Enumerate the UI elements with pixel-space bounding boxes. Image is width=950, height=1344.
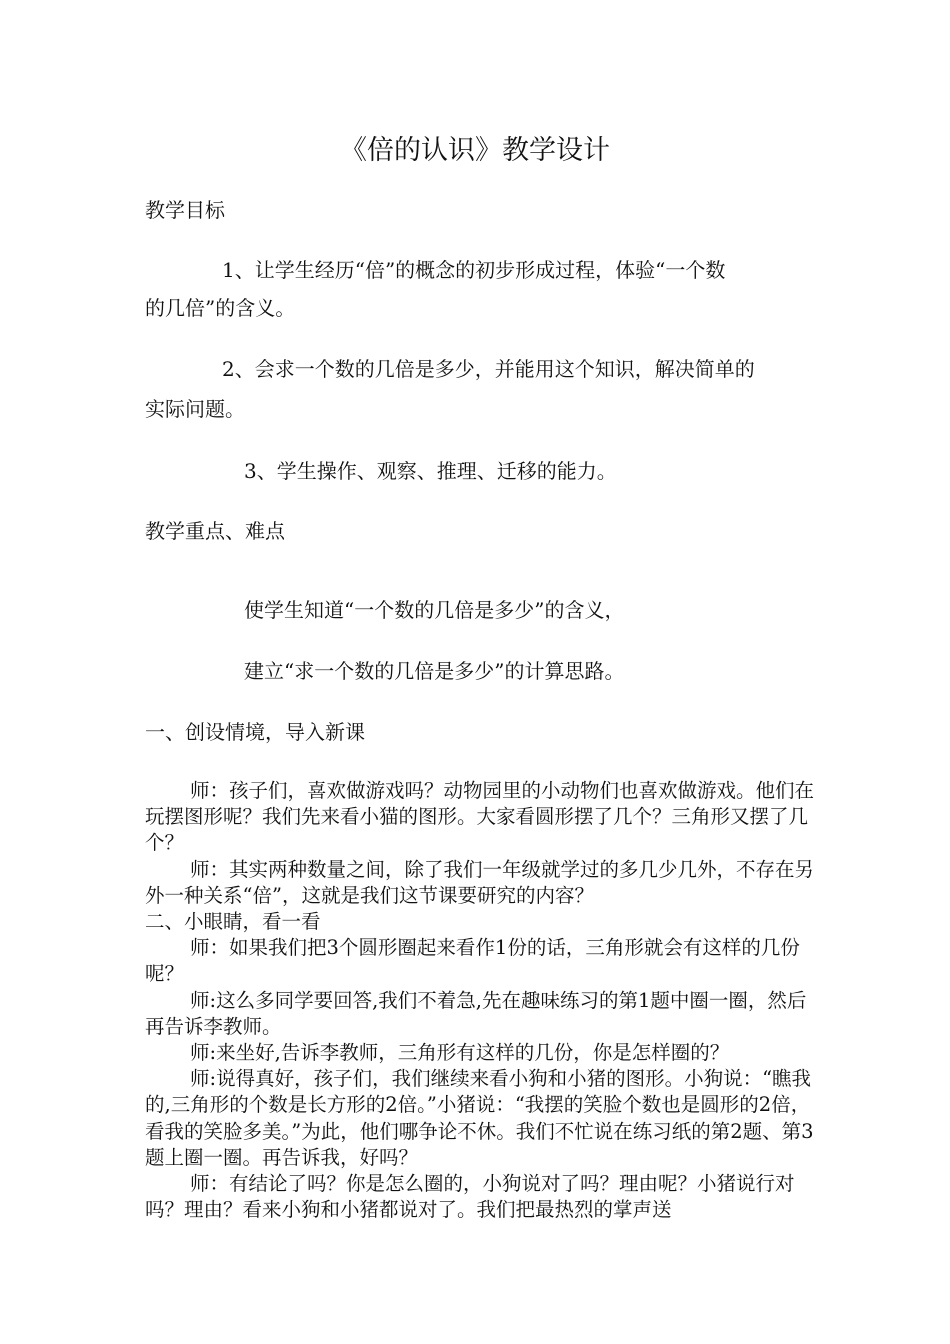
paragraph: 师:这么多同学要回答,我们不着急,先在趣味练习的第1题中圈一圈，然后再告诉李教师。 [145, 988, 807, 1038]
paragraph: 师：孩子们，喜欢做游戏吗？动物园里的小动物们也喜欢做游戏。他们在玩摆图形呢？我们先来看小猫的图形。大家看圆形摆了几个？三角形又摆了几个？ [145, 779, 815, 855]
paragraph: 师：如果我们把3个圆形圈起来看作1份的话，三角形就会有这样的几份呢？ [145, 936, 800, 986]
goals-heading: 教学目标 [145, 198, 225, 222]
document-title: 《倍的认识》教学设计 [340, 135, 610, 166]
focus-item-1: 使学生知道“一个数的几倍是多少”的含义， [244, 598, 625, 622]
goal-1-line-1: 1、让学生经历“倍”的概念的初步形成过程，体验“一个数 [222, 258, 726, 282]
lesson-body [145, 778, 817, 1223]
goal-2-line-1: 2、会求一个数的几倍是多少，并能用这个知识，解决简单的 [222, 357, 755, 381]
goal-3: 3、学生操作、观察、推理、迁移的能力。 [244, 459, 617, 483]
paragraph: 师：其实两种数量之间，除了我们一年级就学过的多几少几外，不存在另外一种关系“倍”，这就是我们这节课要研究的内容？ [145, 857, 815, 907]
paragraph: 师：有结论了吗？你是怎么圈的，小狗说对了吗？理由呢？小猪说行对吗？理由？看来小狗和小猪都说对了。我们把最热烈的掌声送 [145, 1172, 795, 1222]
section-1-heading: 一、创设情境，导入新课 [145, 720, 365, 744]
focus-heading: 教学重点、难点 [145, 519, 285, 543]
focus-item-2: 建立“求一个数的几倍是多少”的计算思路。 [244, 659, 625, 683]
goal-2-line-2: 实际问题。 [145, 397, 245, 421]
paragraph: 师:来坐好,告诉李教师，三角形有这样的几份，你是怎样圈的？ [190, 1041, 730, 1065]
section-2-heading: 二、小眼睛，看一看 [145, 910, 321, 934]
paragraph: 师:说得真好，孩子们，我们继续来看小狗和小猪的图形。小狗说：“瞧我的,三角形的个数是长方形的2倍。”小猪说：“我摆的笑脸个数也是圆形的2倍，看我的笑脸多美。”为此，他们哪争论不休。我们不忙说在练习纸的第2题、第3题上圈一圈。再告诉我，好吗？ [145, 1067, 814, 1169]
goal-1-line-2: 的几倍”的含义。 [145, 296, 296, 320]
